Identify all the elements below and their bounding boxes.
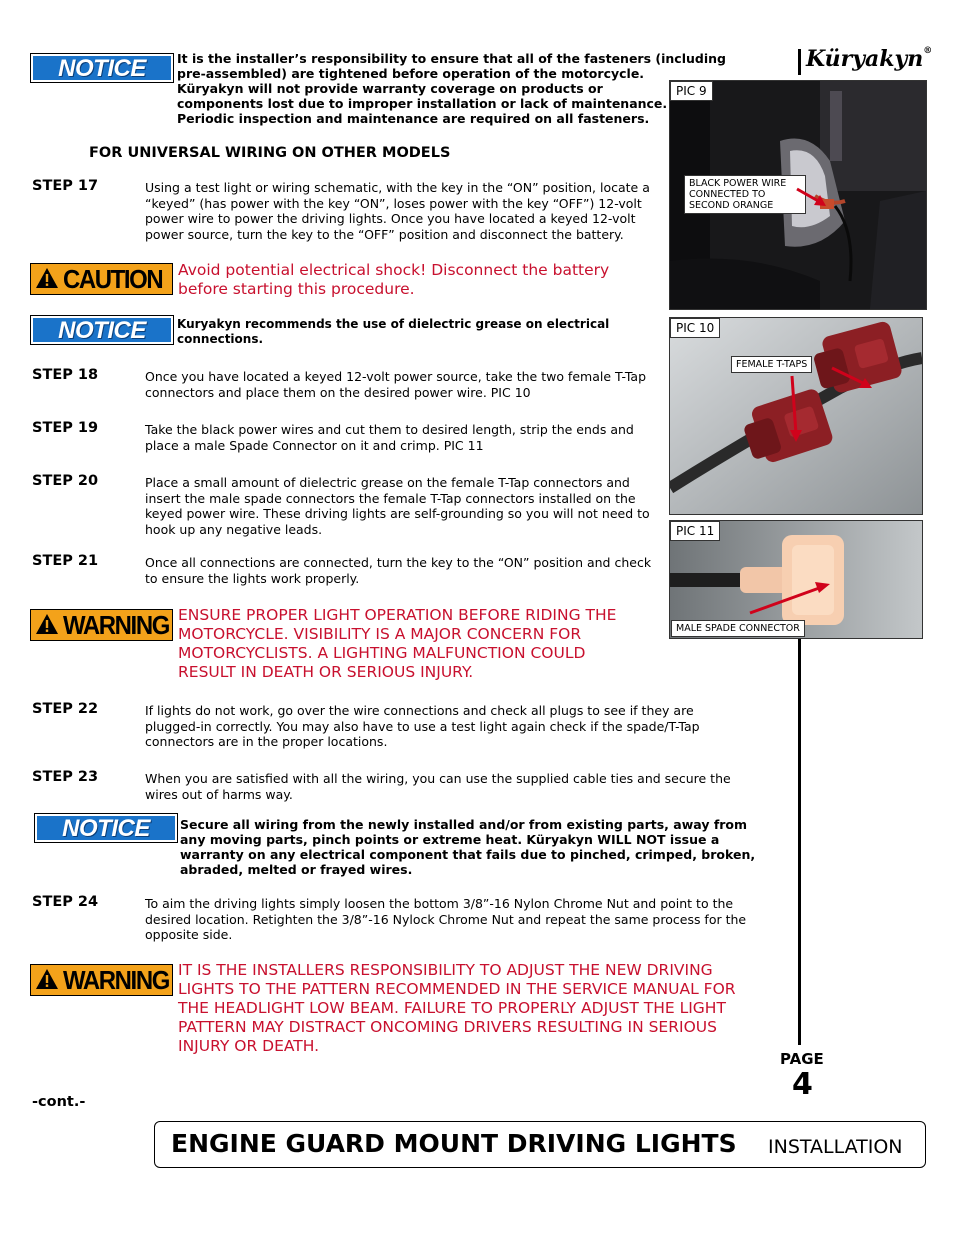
top-notice-text: It is the installer’s responsibility to ensure that all of the fasteners (including pre-assembled) are tightened before operation of the motorcycle. Küryakyn will not provide warranty coverage on products or components lost due to improper installation or lack of maintenance. Periodic inspection and maintenance are required on all fasteners. xyxy=(177,51,726,126)
hazard-triangle-icon xyxy=(35,613,59,635)
warning-aim-text: IT IS THE INSTALLERS RESPONSIBILITY TO ADJUST THE NEW DRIVING LIGHTS TO THE PATTERN RECOMMENDED IN THE SERVICE MANUAL FOR THE HEADLIGHT LOW BEAM. FAILURE TO PROPERLY ADJUST THE LIGHT PATTERN MAY DISTRACT ONCOMING DRIVERS RESULTING IN SERIOUS INJURY OR DEATH. xyxy=(178,961,736,1055)
step-17-label: STEP 17 xyxy=(32,178,99,194)
step-20-label: STEP 20 xyxy=(32,473,99,489)
hazard-triangle-icon xyxy=(35,267,59,289)
step-20-text: Place a small amount of dielectric grease on the female T-Tap connectors and insert the male spade connectors the female T-Tap connectors installed on the keyed power wire. These driving lights are self-grounding so you will not need to hook up any negative leads. xyxy=(145,475,650,537)
pic-9-callout: BLACK POWER WIRE CONNECTED TO SECOND ORANGE xyxy=(684,175,806,214)
notice-wiring-text: Secure all wiring from the newly installed and/or from existing parts, away from any moving parts, pinch points or extreme heat. Küryakyn WILL NOT issue a warranty on any electrical component that fails due to pinched, crimped, broken, abraded, melted or frayed wires. xyxy=(180,817,756,877)
step-18-text: Once you have located a keyed 12-volt power source, take the two female T-Tap connectors and place them on the desired power wire. PIC 10 xyxy=(145,369,647,400)
footer-subtitle: INSTALLATION xyxy=(768,1136,903,1158)
pic-11-label: PIC 11 xyxy=(670,521,720,541)
caution-text: Avoid potential electrical shock! Disconnect the battery before starting this procedure. xyxy=(178,261,610,298)
notice-badge: NOTICE xyxy=(34,813,178,843)
pic-9-label: PIC 9 xyxy=(670,81,713,101)
page-number: 4 xyxy=(792,1067,813,1102)
caution-badge: CAUTION xyxy=(30,263,173,295)
notice-badge: NOTICE xyxy=(30,53,174,83)
step-21-label: STEP 21 xyxy=(32,553,99,569)
step-19-label: STEP 19 xyxy=(32,420,99,436)
footer-title-box xyxy=(154,1121,926,1168)
step-23-label: STEP 23 xyxy=(32,769,99,785)
pic-10-label: PIC 10 xyxy=(670,318,720,338)
warning-badge: WARNING xyxy=(30,609,173,641)
logo-mark: ® xyxy=(923,46,933,56)
step-22-label: STEP 22 xyxy=(32,701,99,717)
page-label: PAGE xyxy=(780,1050,824,1068)
kuryakyn-logo xyxy=(806,46,932,72)
warning-light-operation-text: ENSURE PROPER LIGHT OPERATION BEFORE RIDING THE MOTORCYCLE. VISIBILITY IS A MAJOR CONCERN FOR MOTORCYCLISTS. A LIGHTING MALFUNCTION COULD RESULT IN DEATH OR SERIOUS INJURY. xyxy=(178,606,617,681)
logo-divider xyxy=(798,49,801,75)
step-18-label: STEP 18 xyxy=(32,367,99,383)
pic-10-photo xyxy=(669,317,923,515)
notice-badge: NOTICE xyxy=(30,315,174,345)
pic-11-photo xyxy=(669,520,923,639)
pic-11-callout: MALE SPADE CONNECTOR xyxy=(671,620,805,637)
page-vertical-rule xyxy=(798,638,801,1045)
notice-dielectric-text: Kuryakyn recommends the use of dielectric grease on electrical connections. xyxy=(177,317,610,346)
step-19-text: Take the black power wires and cut them to desired length, strip the ends and place a male Spade Connector on it and crimp. PIC 11 xyxy=(145,422,634,453)
section-heading: FOR UNIVERSAL WIRING ON OTHER MODELS xyxy=(89,145,451,161)
female-t-taps-photo xyxy=(670,318,922,514)
step-23-text: When you are satisfied with all the wiring, you can use the supplied cable ties and secure the wires out of harms way. xyxy=(145,771,731,802)
step-24-label: STEP 24 xyxy=(32,894,99,910)
continued-marker: -cont.- xyxy=(32,1094,86,1110)
logo-brand: Küryakyn xyxy=(806,46,924,72)
pic-9-photo xyxy=(669,80,927,310)
step-24-text: To aim the driving lights simply loosen the bottom 3/8”-16 Nylon Chrome Nut and point to the desired location. Retighten the 3/8”-16 Nylock Chrome Nut and repeat the same process for the opposite side. xyxy=(145,896,747,942)
step-21-text: Once all connections are connected, turn the key to the “ON” position and check to ensure the lights work properly. xyxy=(145,555,652,586)
footer-title: ENGINE GUARD MOUNT DRIVING LIGHTS xyxy=(171,1129,737,1158)
pic-10-callout: FEMALE T-TAPS xyxy=(731,356,812,373)
step-17-text: Using a test light or wiring schematic, with the key in the “ON” position, locate a “keyed” (has power with the key “ON”, loses power with the key “OFF”) 12-volt power wire to power the driving lights. Once you have located a keyed 12-volt power source, turn the key to the “OFF” position and disconnect the battery. xyxy=(145,180,650,242)
warning-badge: WARNING xyxy=(30,964,173,996)
hazard-triangle-icon xyxy=(35,968,59,990)
step-22-text: If lights do not work, go over the wire connections and check all plugs to see if they are plugged-in correctly. You may also have to use a test light again check if the spade/T-Tap connectors are in the proper locations. xyxy=(145,703,700,749)
